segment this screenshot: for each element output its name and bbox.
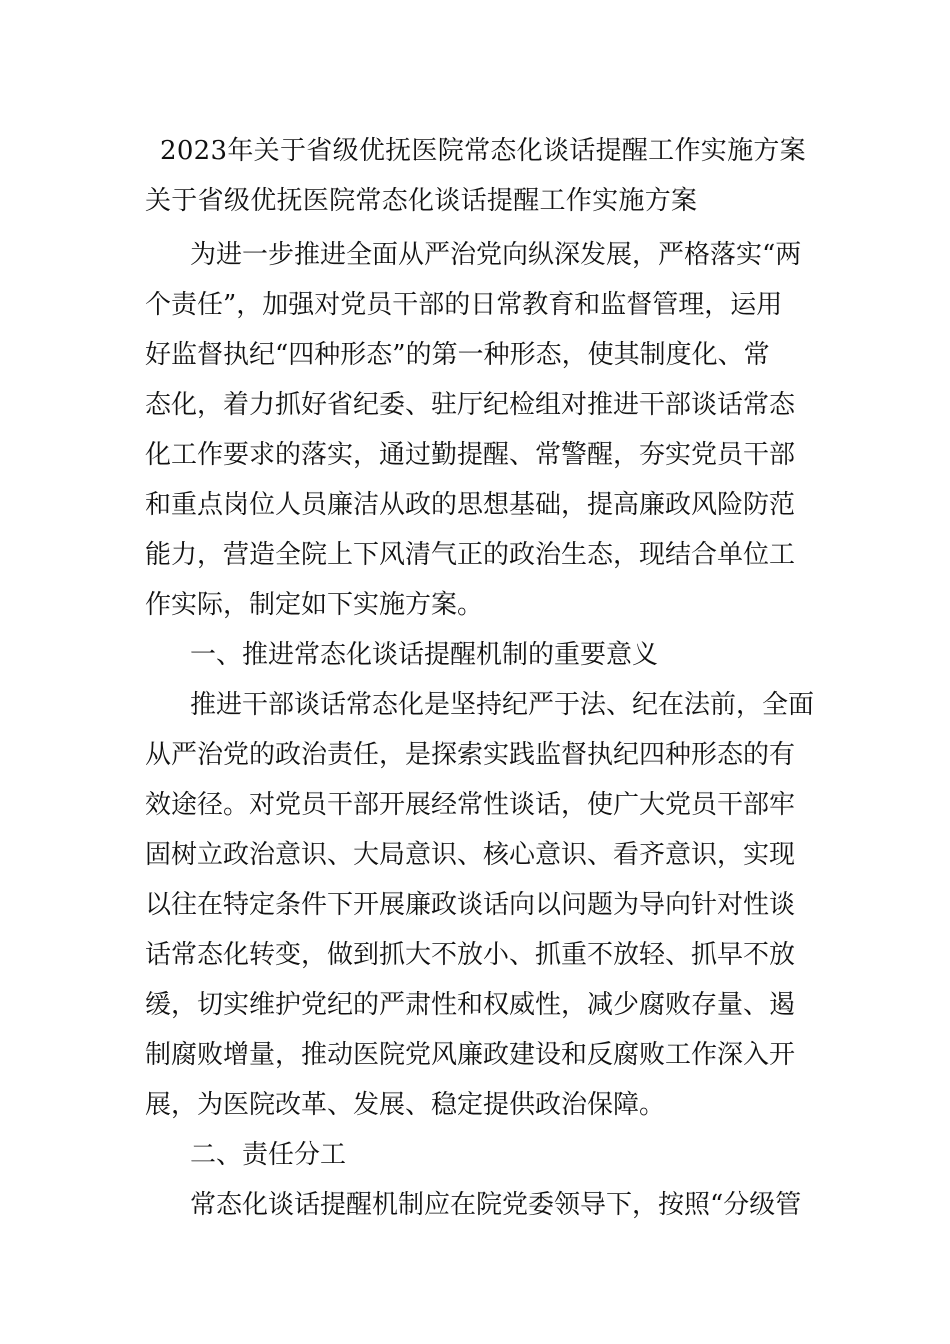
paragraph-responsibility	[145, 1180, 810, 1230]
text-line: 展，为医院改革、发展、稳定提供政治保障。	[145, 1090, 666, 1120]
document-title: 2023年关于省级优抚医院常态化谈话提醒工作实施方案	[160, 136, 806, 166]
document-subtitle: 关于省级优抚医院常态化谈话提醒工作实施方案	[145, 186, 698, 216]
text-line: 态化，着力抓好省纪委、驻厅纪检组对推进干部谈话常态	[145, 390, 796, 420]
section-heading-text: 二、责任分工	[190, 1140, 347, 1170]
paragraph-intro	[145, 230, 810, 630]
text-line: 固树立政治意识、大局意识、核心意识、看齐意识，实现	[145, 840, 796, 870]
text-line: 和重点岗位人员廉洁从政的思想基础，提高廉政风险防范	[145, 490, 796, 520]
text-line: 常态化谈话提醒机制应在院党委领导下，按照“分级管	[190, 1190, 802, 1220]
section-heading-text: 一、推进常态化谈话提醒机制的重要意义	[190, 640, 659, 670]
text-line: 为进一步推进全面从严治党向纵深发展，严格落实“两	[190, 240, 802, 270]
text-line: 作实际，制定如下实施方案。	[145, 590, 484, 620]
text-line: 以往在特定条件下开展廉政谈话向以问题为导向针对性谈	[145, 890, 796, 920]
section-heading-2	[145, 1130, 810, 1180]
text-line: 个责任”，加强对党员干部的日常教育和监督管理，运用	[145, 290, 783, 320]
text-line: 缓，切实维护党纪的严肃性和权威性，减少腐败存量、遏	[145, 990, 796, 1020]
text-line: 好监督执纪“四种形态”的第一种形态，使其制度化、常	[145, 340, 770, 370]
text-line: 制腐败增量，推动医院党风廉政建设和反腐败工作深入开	[145, 1040, 796, 1070]
text-line: 从严治党的政治责任，是探索实践监督执纪四种形态的有	[145, 740, 796, 770]
text-line: 化工作要求的落实，通过勤提醒、常警醒，夯实党员干部	[145, 440, 796, 470]
text-line: 推进干部谈话常态化是坚持纪严于法、纪在法前，全面	[190, 690, 815, 720]
text-line: 能力，营造全院上下风清气正的政治生态，现结合单位工	[145, 540, 796, 570]
text-line: 效途径。对党员干部开展经常性谈话，使广大党员干部牢	[145, 790, 796, 820]
document-body	[145, 230, 815, 1230]
text-line: 话常态化转变，做到抓大不放小、抓重不放轻、抓早不放	[145, 940, 796, 970]
paragraph-significance	[145, 680, 815, 1130]
section-heading-1	[145, 630, 810, 680]
